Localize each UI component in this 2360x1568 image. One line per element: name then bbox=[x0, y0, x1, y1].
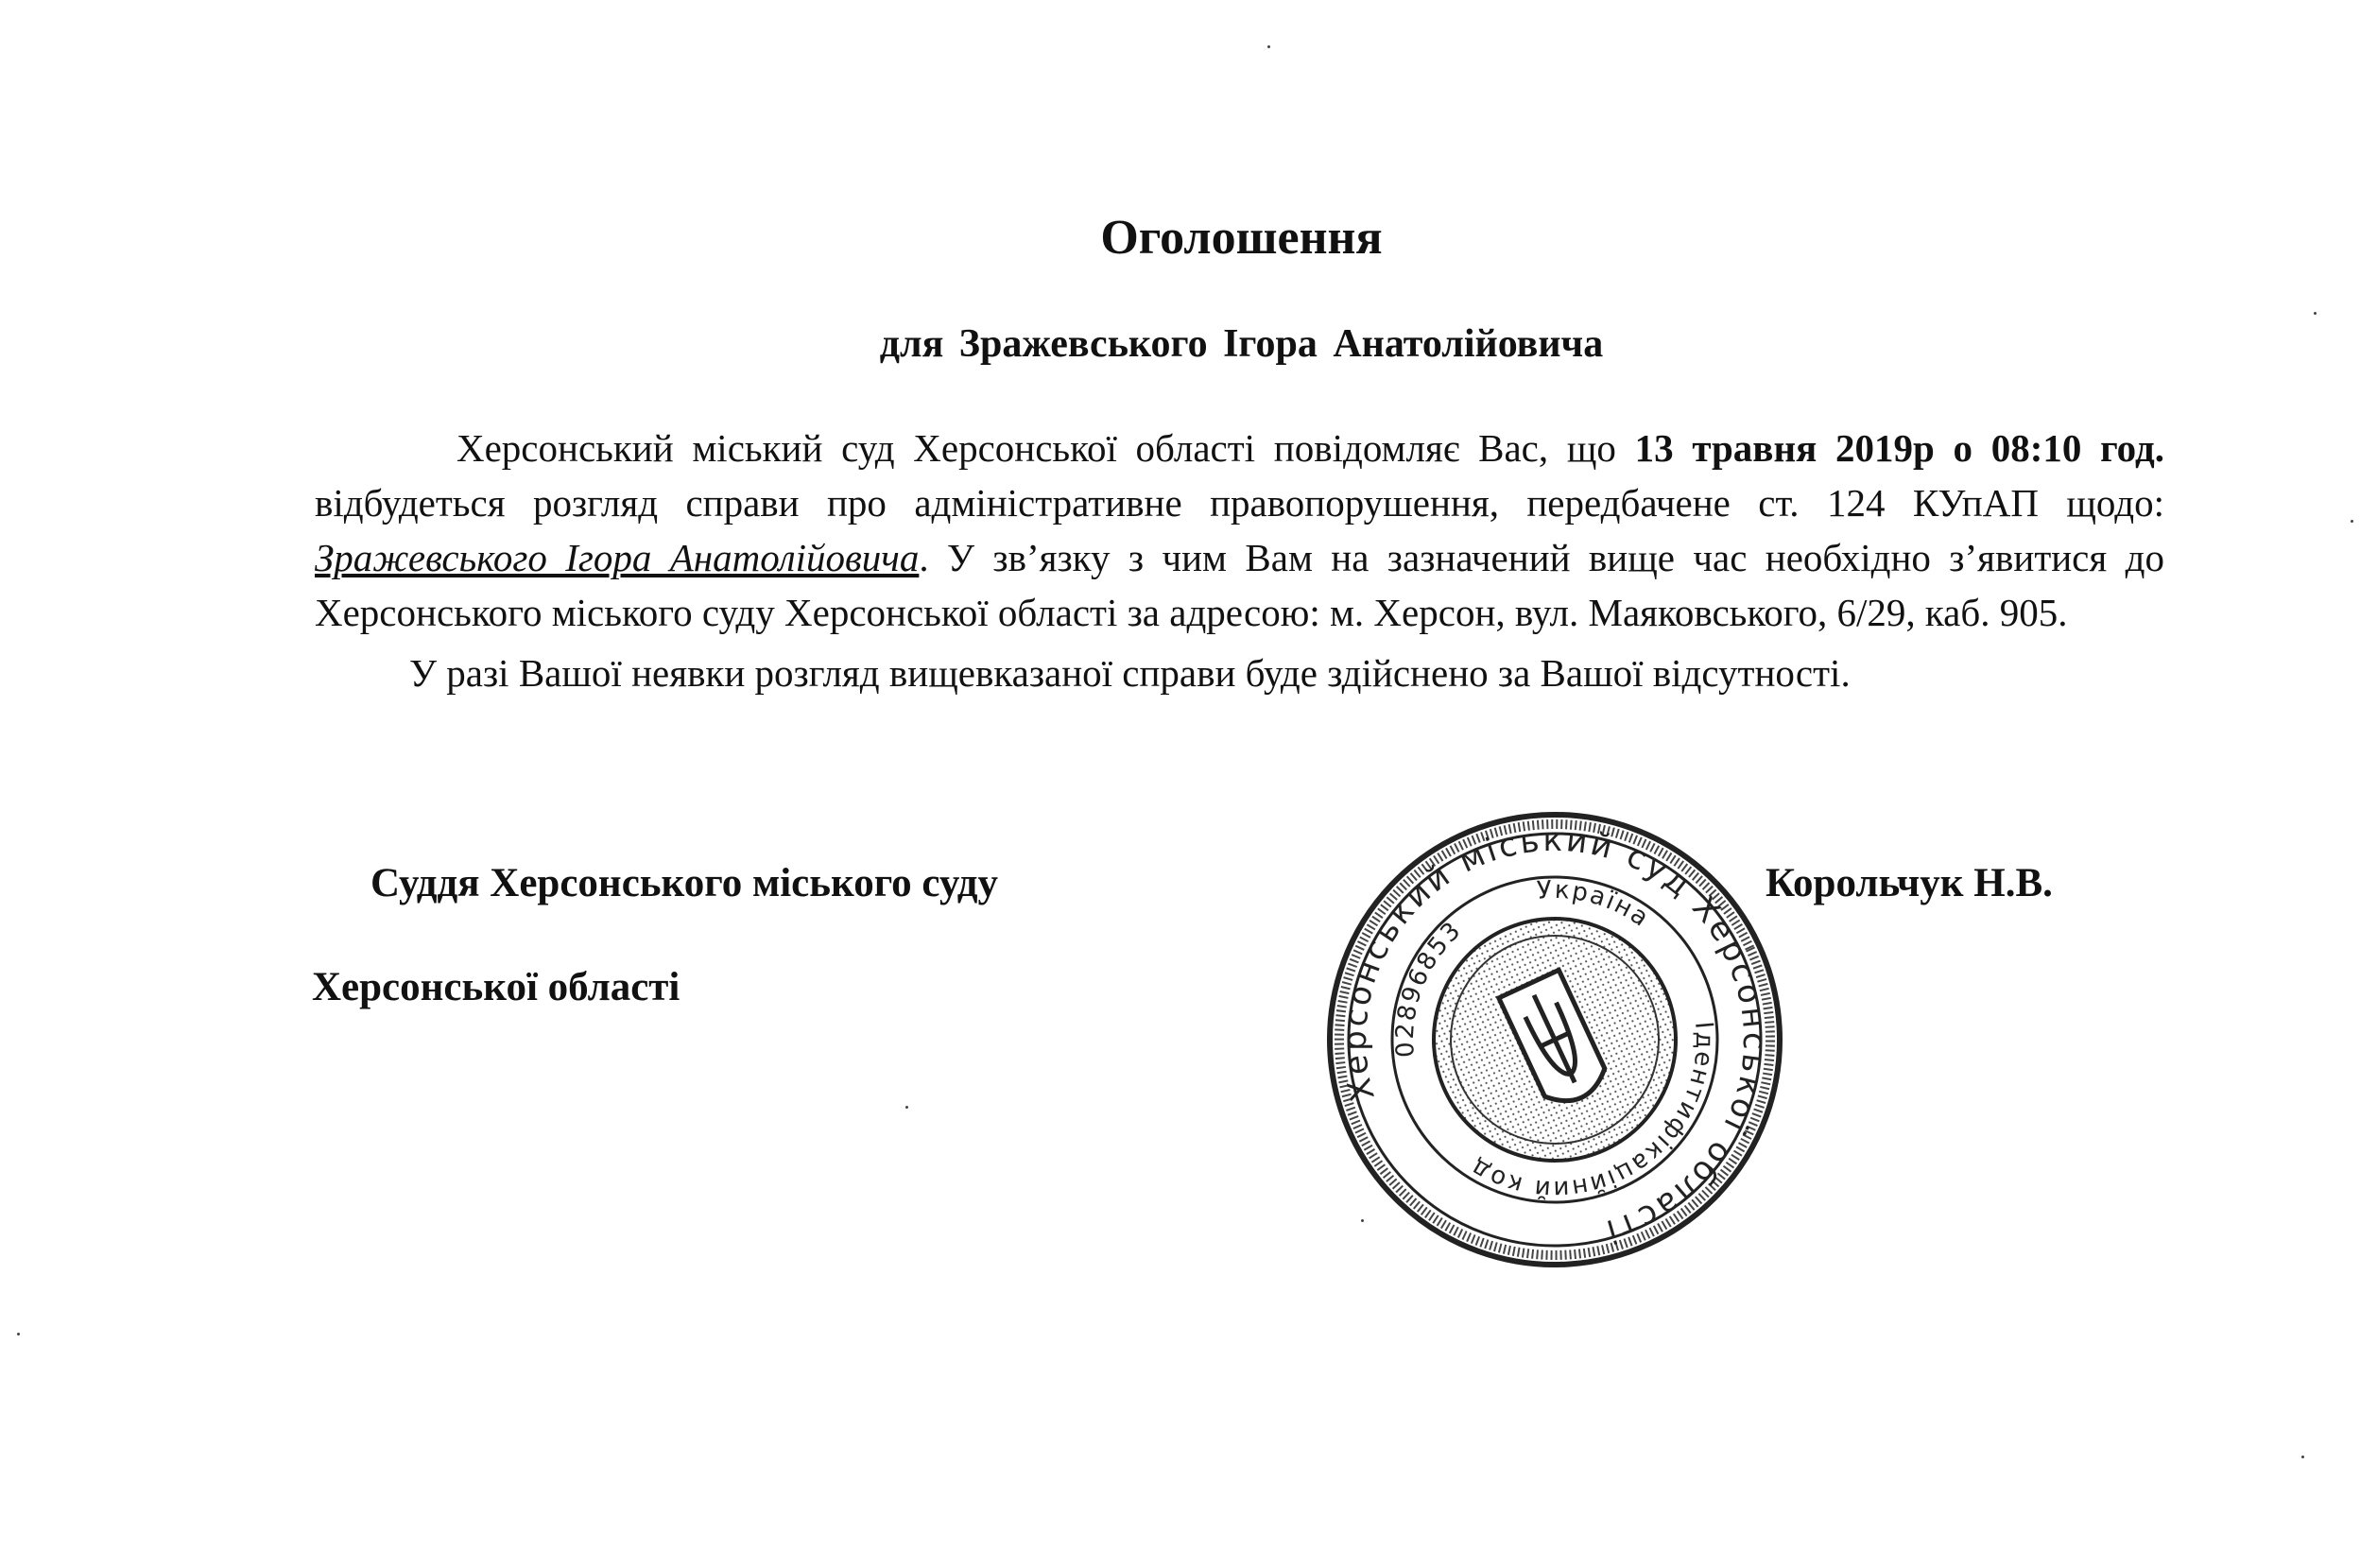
court-seal-icon bbox=[1318, 803, 1791, 1276]
notice-body bbox=[315, 421, 2164, 706]
notice-paragraph-2: У разі Вашої неявки розгляд вищевказаної справи буде здійснено за Вашої відсутності. bbox=[409, 651, 1851, 695]
judge-name: Корольчук Н.В. bbox=[1766, 861, 2053, 905]
scan-speck bbox=[1361, 1219, 1364, 1222]
defendant-name: Зражевського Ігора Анатолійовича bbox=[315, 536, 920, 579]
seal-inner-text: Ідентифікаційний код bbox=[1464, 1020, 1719, 1204]
seal-country: Україна bbox=[1536, 875, 1655, 934]
judge-position-line-1: Суддя Херсонського міського суду bbox=[370, 861, 998, 905]
scan-speck bbox=[1267, 45, 1270, 48]
document-title: Оголошення bbox=[1100, 211, 1383, 265]
scan-speck bbox=[905, 1106, 908, 1109]
scan-speck bbox=[2314, 312, 2317, 315]
hearing-datetime: 13 травня 2019р о 08:10 год. bbox=[1634, 426, 2164, 470]
seal-outer-text: Херсонський міський суд Херсонської області bbox=[1335, 820, 1774, 1251]
notice-paragraph-1 bbox=[315, 421, 2164, 640]
scan-speck bbox=[2351, 520, 2353, 523]
paragraph-1-text-b: відбудеться розгляд справи про адміністративне правопорушення, передбачене ст. 124 КУпАП щодо: bbox=[315, 481, 2164, 525]
seal-code: 02896853 bbox=[1390, 915, 1468, 1059]
scan-speck bbox=[2301, 1456, 2304, 1458]
recipient-line: для Зражевського Ігора Анатолійовича bbox=[879, 322, 1604, 366]
judge-position-line-2: Херсонської області bbox=[312, 965, 680, 1009]
paragraph-1-text-a: Херсонський міський суд Херсонської області повідомляє Вас, що bbox=[456, 426, 1635, 470]
paragraph-1-text-c: . У зв’язку з чим Вам на зазначений вище час необхідно з’явитися до Херсонського міського суду Херсонської області за адресою: м. Херсон, вул. Маяковського, 6/29, каб. 905. bbox=[315, 536, 2164, 634]
scan-speck bbox=[17, 1333, 20, 1335]
